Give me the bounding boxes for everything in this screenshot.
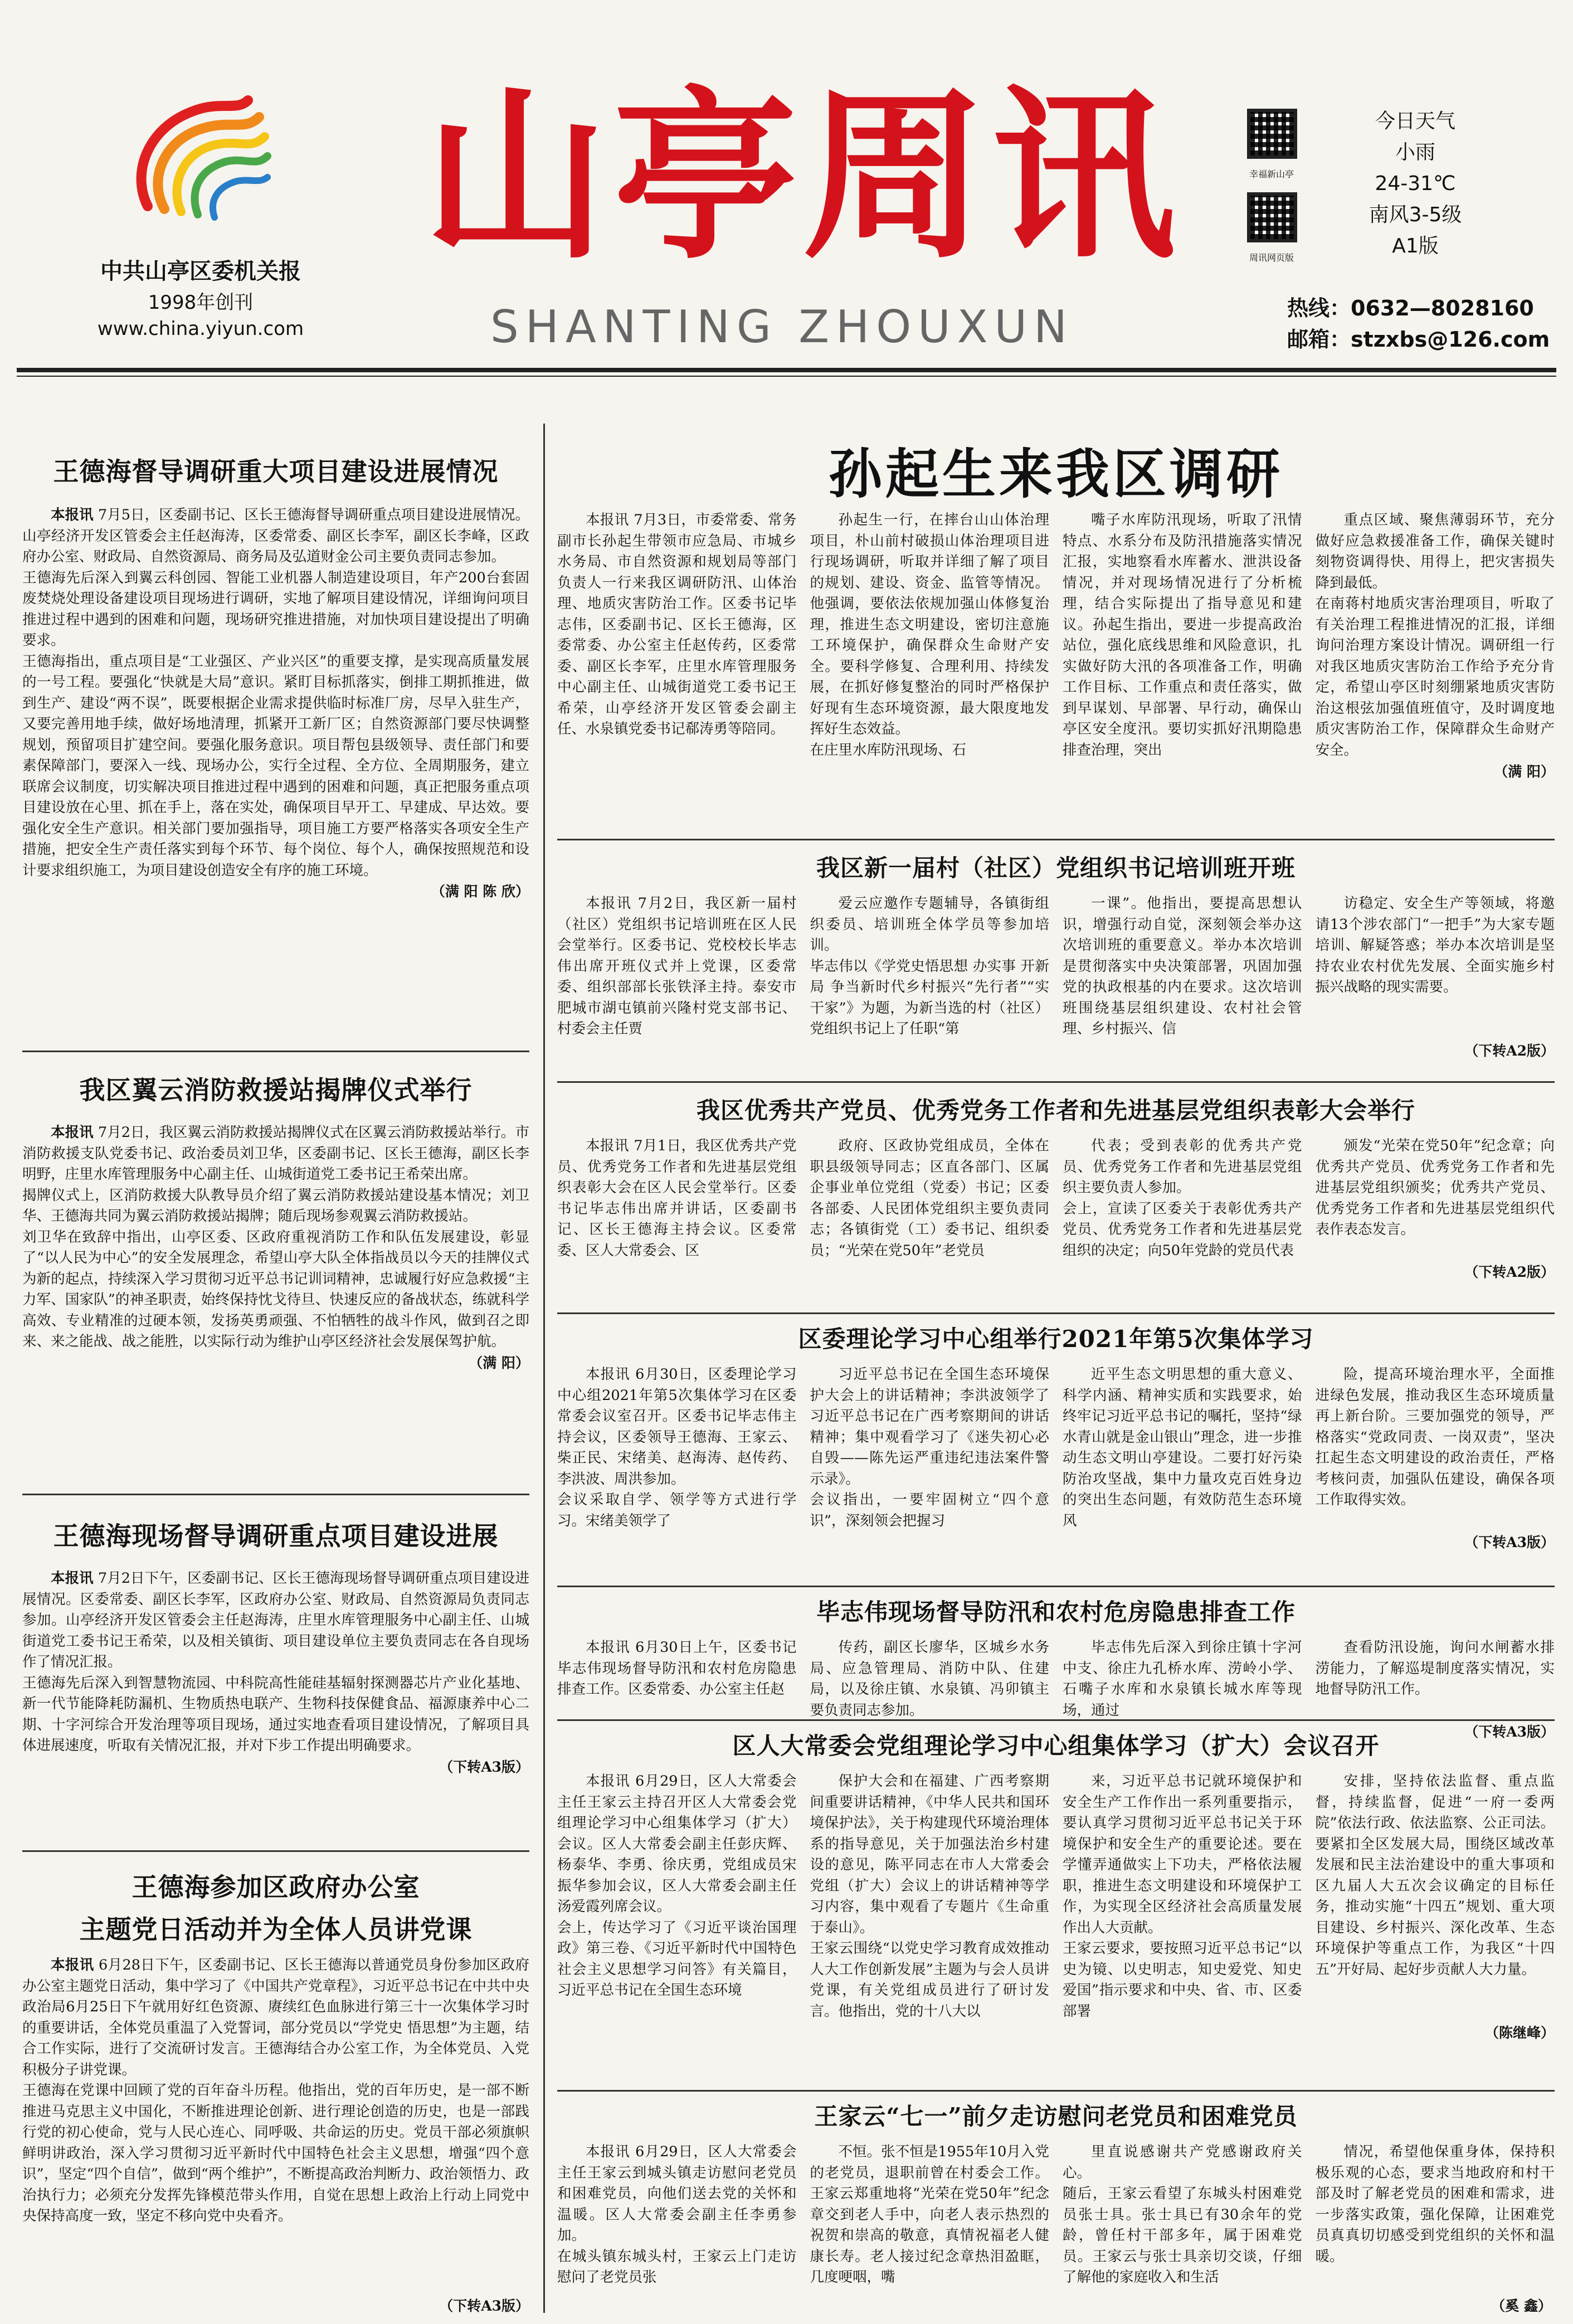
divider xyxy=(557,1586,1555,1587)
weather-condition: 小雨 xyxy=(1395,141,1435,164)
article-col: 一课”。他指出，要提高思想认识，增强行动自觉，深刻领会举办这次培训班的重要意义。举办本次培训是贯彻落实中央决策部署，巩固加强党的执政根基的内在要求。这次培训班围绕基层组织建设、农村社会管理、乡村振兴、信 xyxy=(1063,895,1302,1037)
article-a5 xyxy=(557,432,1555,861)
masthead-founded: 1998年创刊 xyxy=(148,291,254,314)
article-headline: 我区翼云消防救援站揭牌仪式举行 xyxy=(79,1075,473,1105)
masthead-title: 山亭周讯 xyxy=(423,67,1181,284)
article-col: 里直说感谢共产党感谢政府关心。 随后，王家云看望了东城头村困难党员张士具。张士具已有30余年的党龄，曾任村干部多年，属于困难党员。王家云与张士具亲切交谈，仔细了解他的家庭收入和生活 xyxy=(1063,2143,1302,2286)
byline: （陈继峰） xyxy=(1484,2025,1555,2041)
divider xyxy=(22,1494,529,1495)
qr-code-icon[interactable] xyxy=(1247,192,1297,242)
email[interactable]: 邮箱：stzxbs@126.com xyxy=(1287,327,1550,352)
continued-link[interactable]: （下转A3版） xyxy=(1464,1724,1555,1740)
article-col: 本报讯 6月30日上午，区委书记毕志伟现场督导防汛和农村危房隐患排查工作。区委常委、办公室主任赵 xyxy=(557,1639,797,1698)
article-subheadline: 主题党日活动并为全体人员讲党课 xyxy=(79,1914,473,1944)
byline: （满 阳） xyxy=(1494,764,1555,780)
article-col: 本报讯 7月3日，市委常委、常务副市长孙起生带领市应急局、市城乡水务局、市自然资源和规划局等部门负责人一行来我区调研防汛、山体治理、地质灾害防治工作。区委书记毕志伟，区委副书记、区长王德海，区委常委、办公室主任赵传药，区委常委、副区长李军，庄里水库管理服务中心副主任、山城街道党工委书记王希荣，山亭经济开发区管委会副主任、水泉镇党委书记郗涛勇等陪同。 xyxy=(557,512,797,737)
article-col: 本报讯 6月29日，区人大常委会主任王家云主持召开区人大常委会党组理论学习中心组集体学习（扩大）会议。区人大常委会副主任彭庆辉、杨泰华、李勇、徐庆勇，党组成员宋振华参加会议，区人大常委会副主任汤爱霞列席会议。 会上，传达学习了《习近平谈治国理政》第三卷、《习近平新时代中国特色社会主义思想学习问答》有关篇目，习近平总书记在全国生态环境 xyxy=(557,1773,797,1999)
article-col: 传药，副区长廖华，区城乡水务局、应急管理局、消防中队、住建局，以及徐庄镇、水泉镇、冯卯镇主要负责同志参加。 xyxy=(810,1639,1049,1719)
weather-wind: 南风3-5级 xyxy=(1369,203,1462,226)
article-a7 xyxy=(557,1092,1555,1296)
article-col: 习近平总书记在全国生态环境保护大会上的讲话精神；李洪波领学了习近平总书记在广西考察期间的讲话精神；集中观看学习了《迷失初心必自毁——陈先运严重违纪违法案件警示录》。 会议指出，一要牢固树立“四个意识”，深刻领会把握习 xyxy=(810,1366,1049,1529)
article-text: 7月2日，我区翼云消防救援站揭牌仪式在区翼云消防救援站举行。市消防救援支队党委书记、政治委员刘卫华，区委副书记、区长王德海，副区长李明野，庄里水库管理服务中心副主任、山城街道党工委书记王希荣出席。 揭牌仪式上，区消防救援大队教导员介绍了翼云消防救援站建设基本情况；刘卫华、王德海共同为翼云消防救援站揭牌；随后现场参观翼云消防救援站。 刘卫华在致辞中指出，山亭区委、区政府重视消防工作和队伍发展建设，彰显了“以人民为中心”的安全发展理念，希望山亭大队全体指战员以今天的挂牌仪式为新的起点，持续深入学习贯彻习近平总书记训词精神，忠诚履行好应急救援“主力军、国家队”的神圣职责，始终保持忱戈待旦、快速反应的备战状态，练就科学高效、专业精准的过硬本领，发扬英勇顽强、不怕牺牲的战斗作风，做到召之即来、来之能战、战之能胜，以实际行动为维护山亭区经济社会发展保驾护航。 xyxy=(22,1124,529,1350)
article-a8 xyxy=(557,1321,1555,1588)
article-col: 政府、区政协党组成员，全体在职县级领导同志；区直各部门、区属企事业单位党组（党委）书记；区委各部委、人民团体党组织主要负责同志；各镇街党（工）委书记、组织委员；“光荣在党50年”老党员 xyxy=(810,1137,1049,1259)
article-columns xyxy=(557,1771,1555,2022)
article-text: 7月2日下午，区委副书记、区长王德海现场督导调研重点项目建设进展情况。区委常委、副区长李军，区政府办公室、财政局、自然资源局负责同志参加。山亭经济开发区管委会主任赵海涛，庄里水库管理服务中心副主任、山城街道党工委书记王希荣，以及相关镇街、项目建设单位主要负责同志在各自现场作了情况汇报。 王德海先后深入到智慧物流园、中科院高性能硅基辐射探测器芯片产业化基地、新一代节能降耗防漏机、生物质热电联产、生物科技保健食品、福源康养中心二期、十字河综合开发治理等项目现场，通过实地查看项目建设情况，了解项目具体进展速度，听取有关情况汇报，并对下步工作提出明确要求。 xyxy=(22,1570,529,1754)
lead-tag: 本报讯 xyxy=(51,1124,94,1141)
article-columns xyxy=(557,1136,1555,1261)
divider xyxy=(557,1312,1555,1314)
masthead-rule xyxy=(17,368,1556,372)
article-headline: 区人大常委会党组理论学习中心组集体学习（扩大）会议召开 xyxy=(732,1732,1380,1759)
article-col: 来，习近平总书记就环境保护和安全生产工作作出一系列重要指示，要认真学习贯彻习近平总书记关于环境保护和安全生产的重要论述。要在学懂弄通做实上下功夫，严格依法履职，推进生态文明建设和环境保护工作，为实现全区经济社会高质量发展作出人大贡献。 王家云要求，要按照习近平总书记“以史为镜、以史明志，知史爱党、知史爱国”指示要求和中央、省、市、区委部署 xyxy=(1063,1773,1302,2020)
divider xyxy=(22,1051,529,1052)
byline: （奚 鑫） xyxy=(1491,2298,1552,2314)
byline: （满 阳） xyxy=(469,1354,529,1371)
weather-temp: 24-31℃ xyxy=(1375,172,1456,195)
article-headline: 我区优秀共产党员、优秀党务工作者和先进基层党组织表彰大会举行 xyxy=(696,1097,1415,1124)
continued-link[interactable]: （下转A2版） xyxy=(1464,1264,1555,1280)
article-col: 近平生态文明思想的重大意义、科学内涵、精神实质和实践要求，始终牢记习近平总书记的嘱托，坚持“绿水青山就是金山银山”理念，进一步推动生态文明山亭建设。二要打好污染防治攻坚战，集中力量攻克百姓身边的突出生态问题，有效防范生态环境风 xyxy=(1063,1366,1302,1529)
masthead-pinyin: SHANTING ZHOUXUN xyxy=(490,301,1074,353)
article-body xyxy=(22,1955,529,2227)
article-text: 6月28日下午，区委副书记、区长王德海以普通党员身份参加区政府办公室主题党日活动，集中学习了《中国共产党章程》，习近平总书记在中共中央政治局6月25日下午就用好红色资源、赓续红色血脉进行第三十一次集体学习时的重要讲话，全体党员重温了入党誓词，部分党员以“学党史 悟思想”为主题，结合工作实际，进行了交流研讨发言。王德海结合办公室工作，为全体党员、入党积极分子讲党课。 王德海在党课中回顾了党的百年奋斗历程。他指出，党的百年历史，是一部不断推进马克思主义中国化，不断推进理论创新、进行理论创造的历史，也是一部践行党的初心使命，党与人民心连心、同呼吸、共命运的历史。党员干部必须旗帜鲜明讲政治，深入学习贯彻习近平新时代中国特色社会主义思想，增强“四个意识”，坚定“四个自信”，做到“两个维护”，不断提高政治判断力、政治领悟力、政治执行力；必须充分发挥先锋模范带头作用，自觉在思想上政治上行动上同党中央保持高度一致，坚定不移向党中央看齐。 xyxy=(22,1957,529,2224)
article-a4 xyxy=(22,1867,529,2313)
continued-link[interactable]: （下转A2版） xyxy=(1464,1042,1555,1059)
article-col: 查看防汛设施，询问水闸蓄水排涝能力，了解巡堤制度落实情况，实地督导防汛工作。 xyxy=(1315,1639,1555,1698)
article-col: 毕志伟先后深入到徐庄镇十字河中支、徐庄九孔桥水库、涝岭小学、石嘴子水库和水泉镇长城水库等现场，通过 xyxy=(1063,1639,1302,1719)
article-headline: 王德海现场督导调研重点项目建设进展 xyxy=(53,1521,499,1551)
continued-link[interactable]: （下转A3版） xyxy=(1464,1534,1555,1550)
article-body xyxy=(22,505,529,902)
article-body xyxy=(22,1122,529,1373)
qr-label-1: 幸福新山亭 xyxy=(1249,169,1294,179)
article-col: 安排，坚持依法监督、重点监督，持续监督，促进“一府一委两院”依法行政、依法监察、公正司法。要紧扣全区发展大局，围绕区域改革发展和民主法治建设中的重大事项和区九届人大五次会议确定的目标任务，推动实施“十四五”规划、重大项目建设、乡村振兴、深化改革、生态环境保护等重点工作，为我区“十四五”开好局、起好步贡献人大力量。 xyxy=(1315,1773,1555,1978)
qr-code-icon[interactable] xyxy=(1247,109,1297,159)
masthead-logo xyxy=(125,78,276,223)
article-headline: 王德海督导调研重大项目建设进展情况 xyxy=(53,456,499,487)
article-headline: 毕志伟现场督导防汛和农村危房隐患排查工作 xyxy=(816,1598,1296,1626)
article-a9 xyxy=(557,1594,1555,1740)
article-columns xyxy=(557,1637,1555,1721)
article-col: 不恒。张不恒是1955年10月入党的老党员，退职前曾在村委会工作。王家云郑重地将“光荣在党50年”纪念章交到老人手中，向老人表示热烈的祝贺和崇高的敬意，真情祝福老人健康长寿。老人接过纪念章热泪盈眶，几度哽咽，嘴 xyxy=(810,2143,1049,2286)
divider xyxy=(557,1719,1555,1721)
masthead-org: 中共山亭区委机关报 xyxy=(100,259,301,284)
divider xyxy=(557,1081,1555,1083)
article-a6 xyxy=(557,850,1555,1073)
divider xyxy=(22,1850,529,1852)
column-divider xyxy=(543,424,545,2313)
article-col: 访稳定、安全生产等领域，将邀请13个涉农部门“一把手”为大家专题培训、解疑答惑；举办本次培训是坚持农业农村优先发展、全面实施乡村振兴战略的现实需要。 xyxy=(1315,895,1555,995)
article-col: 本报讯 6月30日，区委理论学习中心组2021年第5次集体学习在区委常委会议室召开。区委书记毕志伟主持会议，区委领导王德海、王家云、柴正民、宋绪美、赵海涛、赵传药、李洪波、周洪参加。 会议采取自学、领学等方式进行学习。宋绪美领学了 xyxy=(557,1366,797,1529)
lead-tag: 本报讯 xyxy=(51,1570,94,1587)
article-col: 本报讯 7月1日，我区优秀共产党员、优秀党务工作者和先进基层党组织表彰大会在区人民会堂举行。区委书记毕志伟出席并讲话，区委副书记、区长王德海主持会议。区委常委、区人大常委会、区 xyxy=(557,1137,797,1259)
continued-link[interactable]: （下转A3版） xyxy=(439,2298,529,2314)
article-a1 xyxy=(22,451,529,1020)
article-col: 本报讯 7月2日，我区新一届村（社区）党组织书记培训班在区人民会堂举行。区委书记、党校校长毕志伟出席开班仪式并上党课，区委常委、组织部部长张铁泽主持。泰安市肥城市湖屯镇前兴隆村党支部书记、村委会主任贾 xyxy=(557,895,797,1037)
article-col: 孙起生一行，在摔台山山体治理项目，朴山前村破损山体治理项目进行现场调研，听取并详细了解了项目的规划、建设、资金、监管等情况。他强调，要依法依规加强山体修复治理，推进生态文明建设，密切注意施工环境保护，确保群众生命财产安全。要科学修复、合理利用、持续发展，在抓好修复整治的同时严格保护好现有生态环境资源，最大限度地发挥好生态效益。 在庄里水库防汛现场、石 xyxy=(810,512,1049,759)
hotline: 热线：0632—8028160 xyxy=(1287,296,1534,320)
article-col: 情况，希望他保重身体，保持积极乐观的心态，要求当地政府和村干部及时了解老党员的困难和需求，进一步落实政策，强化保障，让困难党员真真切切感受到党组织的关怀和温暖。 xyxy=(1315,2143,1555,2265)
article-col: 代表；受到表彰的优秀共产党员、优秀党务工作者和先进基层党组织主要负责人参加。 会上，宣读了区委关于表彰优秀共产党员、优秀党务工作者和先进基层党组织的决定；向50年党龄的党员代表 xyxy=(1063,1137,1302,1259)
weather-label: 今日天气 xyxy=(1375,110,1455,133)
article-a10 xyxy=(557,1728,1555,2073)
article-columns xyxy=(557,2142,1555,2288)
article-headline: 王家云“七一”前夕走访慰问老党员和困难党员 xyxy=(814,2103,1298,2130)
article-columns xyxy=(557,893,1555,1040)
article-col: 重点区域、聚焦薄弱环节，充分做好应急救援准备工作，确保关键时刻物资调得快、用得上，把灾害损失降到最低。 在南蒋村地质灾害治理项目，听取了有关治理工程推进情况的汇报，详细询问治理方案设计情况。调研组一行对我区地质灾害防治工作给予充分肯定，希望山亭区时刻绷紧地质灾害防治这根弦加强值班值守，及时调度地质灾害防治工作，保障群众生命财产安全。 xyxy=(1315,512,1555,759)
edition-label: A1版 xyxy=(1392,235,1439,257)
article-headline: 孙起生来我区调研 xyxy=(829,443,1283,505)
masthead-website[interactable]: www.china.yiyun.com xyxy=(97,318,304,340)
article-col: 嘴子水库防汛现场，听取了汛情特点、水系分布及防汛措施落实情况汇报，实地察看水库蓄水、泄洪设备情况，并对现场情况进行了分析梳理，结合实际提出了指导意见和建议。孙起生指出，要进一步提高政治站位，强化底线思维和风险意识，扎实做好防大汛的各项准备工作，明确工作目标、工作重点和责任落实，做到早谋划、早部署、早行动，确保山亭区安全度汛。要切实抓好汛期隐患排查治理，突出 xyxy=(1063,512,1302,759)
article-col: 颁发“光荣在党50年”纪念章；向优秀共产党员、优秀党务工作者和先进基层党组织颁奖；优秀共产党员、优秀党务工作者和先进基层党组织代表作表态发言。 xyxy=(1315,1137,1555,1238)
divider xyxy=(557,839,1555,840)
article-a2 xyxy=(22,1070,529,1482)
article-headline: 区委理论学习中心组举行2021年第5次集体学习 xyxy=(798,1325,1314,1353)
qr-label-2: 周讯网页版 xyxy=(1249,252,1294,263)
article-body xyxy=(22,1568,529,1777)
article-headline: 王德海参加区政府办公室 xyxy=(132,1872,420,1902)
lead-tag: 本报讯 xyxy=(51,1957,94,1973)
masthead-rule-thin xyxy=(17,376,1556,377)
article-a11 xyxy=(557,2098,1555,2316)
article-col: 险，提高环境治理水平，全面推进绿色发展，推动我区生态环境质量再上新台阶。三要加强党的领导，严格落实“党政同责、一岗双责”，坚决扛起生态文明建设的政治责任，严格考核问责，加强队伍建设，确保各项工作取得实效。 xyxy=(1315,1366,1555,1508)
divider xyxy=(557,2090,1555,2092)
contact-box xyxy=(1287,293,1555,355)
article-text: 7月5日，区委副书记、区长王德海督导调研重点项目建设进展情况。山亭经济开发区管委会主任赵海涛，区委常委、副区长李军，副区长李峰，区政府办公室、财政局、自然资源局、商务局及弘道财金公司主要负责同志参加。 王德海先后深入到翼云科创园、智能工业机器人制造建设项目，年产200台套固废焚烧处理设备建设项目现场进行调研，实地了解项目建设情况，详细询问项目推进过程中遇到的困难和问题，现场研究推进措施，对加快项目建设提出了明确要求。 王德海指出，重点项目是“工业强区、产业兴区”的重要支撑，是实现高质量发展的一号工程。要强化“快就是大局”意识。紧盯目标抓落实，倒排工期抓推进，做到生产、建设“两不误”，既要根据企业需求提供临时标准厂房，尽早入驻生产，又要完善用地手续，做好场地清理，抓紧开工新厂区；自然资源部门要尽快调整规划，预留项目扩建空间。要强化服务意识。项目帮包县级领导、责任部门和要素保障部门，要深入一线、现场办公，实行全过程、全方位、全周期服务，建立联席会议制度，切实解决项目推进过程中遇到的困难和问题，真正把服务重点项目建设放在心里、抓在手上，落在实处，确保项目早开工、早建成、早达效。要强化安全生产意识。相关部门要加强指导，项目施工方要严格落实各项安全生产措施，把安全生产责任落实到每个环节、每个岗位、每个人，确保按照规范和设计要求组织施工，为项目建设创造安全有序的施工环境。 xyxy=(22,507,529,879)
article-col: 保护大会和在福建、广西考察期间重要讲话精神，《中华人民共和国环境保护法》，关于构建现代环境治理体系的指导意见，关于加强法治乡村建设的意见，陈平同志在市人大常委会党组（扩大）会议上的讲话精神等学习内容，集中观看了专题片《生命重于泰山》。 王家云围绕“以党史学习教育成效推动人大工作创新发展”主题为与会人员讲党课，有关党组成员进行了研讨发言。他指出，党的十八大以 xyxy=(810,1773,1049,2020)
lead-tag: 本报讯 xyxy=(51,507,94,523)
continued-link[interactable]: （下转A3版） xyxy=(439,1758,529,1775)
article-columns xyxy=(557,510,1555,761)
article-a3 xyxy=(22,1516,529,1839)
article-col: 爱云应邀作专题辅导，各镇街组织委员、培训班全体学员等参加培训。 毕志伟以《学党史悟思想 办实事 开新局 争当新时代乡村振兴“先行者”“实干家”》为题，为新当选的村（社区）党组织书记上了任职“第 xyxy=(810,895,1049,1037)
weather-box xyxy=(1337,106,1493,262)
article-col: 本报讯 6月29日，区人大常委会主任王家云到城头镇走访慰问老党员和困难党员，向他们送去党的关怀和温暖。区人大常委会副主任李勇参加。 在城头镇东城头村，王家云上门走访慰问了老党员张 xyxy=(557,2143,797,2286)
article-columns xyxy=(557,1364,1555,1531)
byline: （满 阳 陈 欣） xyxy=(431,883,529,900)
article-headline: 我区新一届村（社区）党组织书记培训班开班 xyxy=(816,854,1296,882)
